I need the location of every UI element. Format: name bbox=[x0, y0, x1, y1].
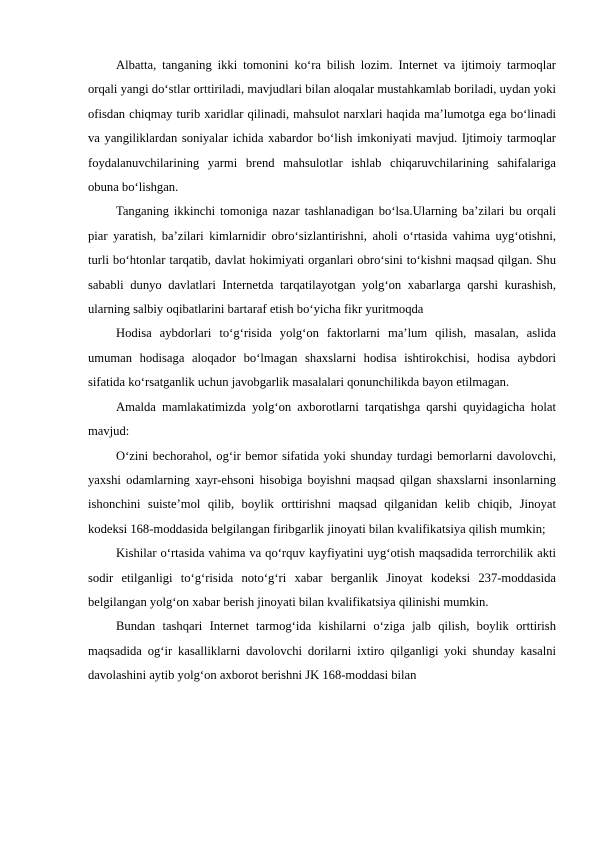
paragraph-fraud-article-168: O‘zini bechorahol, og‘ir bemor sifatida yoki shunday turdagi bemorlarni davolovchi, yaxshi odamlarning xayr-ehsoni hisobiga boyishni maqsad qilgan shaxslarni insonlarning ishonchini suisteʼmol qilib, boylik orttirishni maqsad qilganidan kelib chiqib, Jinoyat kodeksi 168-moddasida belgilangan firibgarlik jinoyati bilan kvalifikatsiya qilish mumkin; bbox=[88, 448, 556, 536]
paragraph-social-benefits: Albatta, tanganing ikki tomonini ko‘ra bilish lozim. Internet va ijtimoiy tarmoqlar orqali yangi do‘stlar orttiriladi, mavjudlari bilan aloqalar mustahkamlab boriladi, uydan yoki ofisdan chiqmay turib xaridlar qilinadi, mahsulot narxlari haqida maʼlumotga ega bo‘linadi va yangiliklardan soniyalar ichida xabardor bo‘lish imkoniyati mavjud. Ijtimoiy tarmoqlar foydalanuvchilarining yarmi brend mahsulotlar ishlab chiqaruvchilarining sahifalariga obuna bo‘lishgan. bbox=[88, 58, 556, 195]
paragraph-false-report-article-237: Kishilar o‘rtasida vahima va qo‘rquv kayfiyatini uyg‘otish maqsadida terrorchilik akti sodir etilganligi to‘g‘risida noto‘g‘ri xabar berganlik Jinoyat kodeksi 237-moddasida belgilangan yolg‘on xabar berish jinoyati bilan kvalifikatsiya qilinishi mumkin. bbox=[88, 546, 556, 609]
paragraph-internet-fraud: Bundan tashqari Internet tarmog‘ida kishilarni o‘ziga jalb qilish, boylik orttirish maqsadida og‘ir kasalliklarni davolovchi dorilarni ixtiro qilganligi yoki shunday kasalni davolashini aytib yolg‘on axborot berishni JK 168-moddasi bilan bbox=[88, 619, 556, 683]
paragraph-current-practice: Amalda mamlakatimizda yolg‘on axborotlarni tarqatishga qarshi quyidagicha holat mavjud: bbox=[88, 399, 556, 439]
paragraph-negative-side: Tanganing ikkinchi tomoniga nazar tashlanadigan bo‘lsa.Ularning baʼzilari bu orqali piar yaratish, baʼzilari kimlarnidir obro‘sizlantirishni, aholi o‘rtasida vahima uyg‘otishni, turli bo‘htonlar tarqatib, davlat hokimiyati organlari obro‘sini to‘kishni maqsad qilgan. Shu sababli dunyo davlatlari Internetda tarqatilayotgan yolg‘on xabarlarga qarshi kurashish, ularning salbiy oqibatlarini bartaraf etish bo‘yicha fikr yuritmoqda bbox=[88, 204, 556, 317]
paragraph-liability: Hodisa aybdorlari to‘g‘risida yolg‘on faktorlarni maʼlum qilish, masalan, aslida umuman hodisaga aloqador bo‘lmagan shaxslarni hodisa ishtirokchisi, hodisa aybdori sifatida ko‘rsatganlik uchun javobgarlik masalalari qonunchilikda bayon etilmagan. bbox=[88, 326, 556, 390]
document-page bbox=[88, 53, 556, 688]
